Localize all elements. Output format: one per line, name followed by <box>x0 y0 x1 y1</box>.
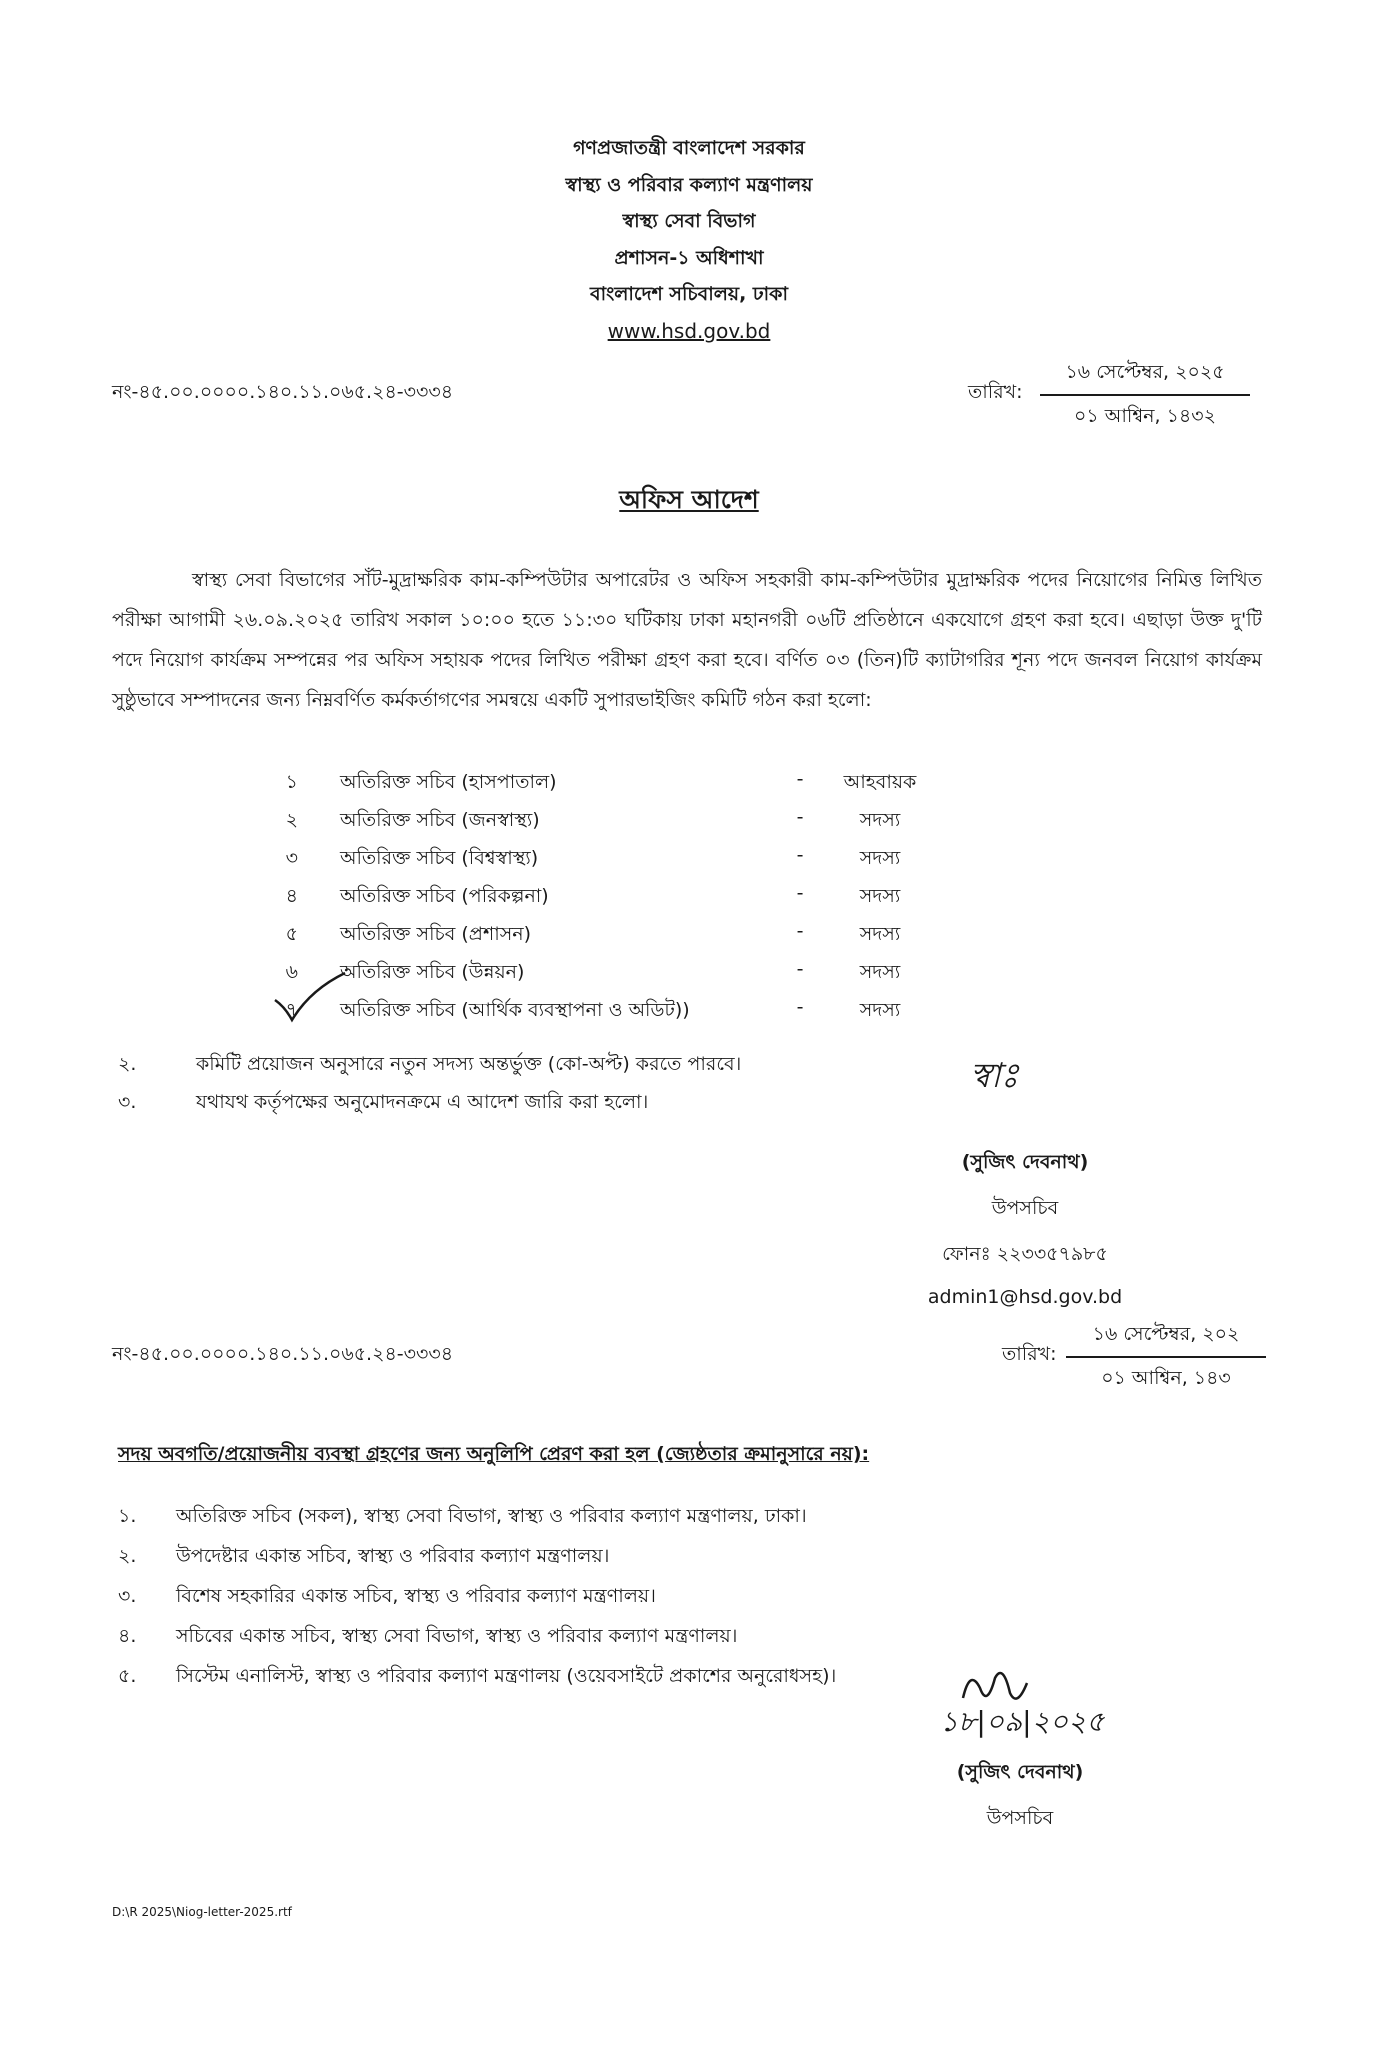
cc-number: ১. <box>118 1505 137 1527</box>
order-body: স্বাস্থ্য সেবা বিভাগের সাঁট-মুদ্রাক্ষরিক কাম-কম্পিউটার অপারেটর ও অফিস সহকারী কাম-কম্পিউটার মুদ্রাক্ষরিক পদের নিয়োগের নিমিত্ত লিখিত পরীক্ষা আগামী ২৬.০৯.২০২৫ তারিখ সকাল ১০:০০ হতে ১১:৩০ ঘটিকায় ঢাকা মহানগরী ০৬টি প্রতিষ্ঠানে একযোগে গ্রহণ করা হবে। এছাড়া উক্ত দু'টি পদে নিয়োগ কার্যক্রম সম্পন্নের পর অফিস সহায়ক পদের লিখিত পরীক্ষা গ্রহণ করা হবে। বর্ণিত ০৩ (তিন)টি ক্যাটাগরির শূন্য পদে জনবল নিয়োগ কার্যক্রম সুষ্ঠুভাবে সম্পাদনের জন্য নিম্নবর্ণিত কর্মকর্তাগণের সমন্বয়ে একটি সুপারভাইজিং কমিটি গঠন করা হলো: <box>112 569 1262 711</box>
signatory-designation: উপসচিব <box>991 1197 1059 1219</box>
cc-recipient: সিস্টেম এনালিস্ট, স্বাস্থ্য ও পরিবার কল্যাণ মন্ত্রণালয় (ওয়েবসাইটে প্রকাশের অনুরোধসহ)। <box>176 1665 837 1687</box>
signatory-name-copy: (সুজিৎ দেবনাথ) <box>956 1761 1084 1783</box>
date-bangla-copy: ০১ আশ্বিন, ১৪৩ <box>1101 1367 1231 1389</box>
item-text: কমিটি প্রয়োজন অনুসারে নতুন সদস্য অন্তর্ভুক্ত (কো-অপ্ট) করতে পারবে। <box>196 1053 742 1075</box>
item-number: ৩. <box>118 1091 137 1113</box>
date-bangla: ০১ আশ্বিন, ১৪৩২ <box>1074 405 1216 427</box>
date-gregorian: ১৬ সেপ্টেম্বর, ২০২৫ <box>1040 358 1250 396</box>
signatory-name: (সুজিৎ দেবনাথ) <box>961 1151 1089 1173</box>
date-label: তারিখ: <box>968 381 1023 403</box>
cc-recipient: অতিরিক্ত সচিব (সকল), স্বাস্থ্য সেবা বিভাগ, স্বাস্থ্য ও পরিবার কল্যাণ মন্ত্রণালয়, ঢাকা। <box>176 1505 807 1527</box>
cc-number: ৫. <box>118 1665 137 1687</box>
signature-block <box>880 1148 1170 1308</box>
office-address: বাংলাদেশ সচিবালয়, ঢাকা <box>590 283 788 305</box>
cc-number: ২. <box>118 1545 137 1567</box>
file-path: D:\R 2025\Niog-letter-2025.rtf <box>112 1905 292 1919</box>
handwritten-date: ১৮|০৯|২০২৫ <box>940 1705 1105 1738</box>
memo-number: নং-৪৫.০০.০০০০.১৪০.১১.০৬৫.২৪-৩৩৩৪ <box>112 381 454 403</box>
document-title: অফিস আদেশ <box>619 485 759 514</box>
website-link[interactable]: www.hsd.gov.bd <box>607 318 771 343</box>
cc-recipient: বিশেষ সহকারির একান্ত সচিব, স্বাস্থ্য ও পরিবার কল্যাণ মন্ত্রণালয়। <box>176 1585 656 1607</box>
signatory-designation-copy: উপসচিব <box>986 1807 1054 1829</box>
item-number: ২. <box>118 1053 137 1075</box>
govt-name: গণপ্রজাতন্ত্রী বাংলাদেশ সরকার <box>573 137 805 159</box>
item-text: যথাযথ কর্তৃপক্ষের অনুমোদনক্রমে এ আদেশ জারি করা হলো। <box>196 1091 649 1113</box>
signatory-phone: ফোনঃ ২২৩৩৫৭৯৮৫ <box>942 1243 1108 1265</box>
signatory-email[interactable]: admin1@hsd.gov.bd <box>927 1286 1123 1308</box>
date-gregorian-copy: ১৬ সেপ্টেম্বর, ২০২ <box>1066 1320 1266 1358</box>
branch-name: প্রশাসন-১ অধিশাখা <box>614 246 764 269</box>
cc-number: ৩. <box>118 1585 137 1607</box>
cc-heading: সদয় অবগতি/প্রয়োজনীয় ব্যবস্থা গ্রহণের জন্য অনুলিপি প্রেরণ করা হল (জ্যেষ্ঠতার ক্রমানুসারে নয়): <box>118 1443 870 1465</box>
ministry-name: স্বাস্থ্য ও পরিবার কল্যাণ মন্ত্রণালয় <box>565 173 813 196</box>
signature-mark: স্বাঃ <box>970 1056 1019 1096</box>
date-label-copy: তারিখ: <box>1002 1343 1057 1365</box>
signature-block-copy <box>900 1758 1140 1836</box>
letterhead <box>0 130 1378 349</box>
cc-recipient: উপদেষ্টার একান্ত সচিব, স্বাস্থ্য ও পরিবার কল্যাণ মন্ত্রণালয়। <box>176 1545 610 1567</box>
pen-tick-mark <box>270 965 350 1025</box>
date-block-copy <box>1066 1320 1266 1396</box>
division-name: স্বাস্থ্য সেবা বিভাগ <box>622 210 756 232</box>
cc-recipient: সচিবের একান্ত সচিব, স্বাস্থ্য সেবা বিভাগ, স্বাস্থ্য ও পরিবার কল্যাণ মন্ত্রণালয়। <box>176 1625 738 1647</box>
cc-number: ৪. <box>118 1625 137 1647</box>
memo-number-copy: নং-৪৫.০০.০০০০.১৪০.১১.০৬৫.২৪-৩৩৩৪ <box>112 1343 454 1365</box>
date-block <box>1040 358 1250 434</box>
